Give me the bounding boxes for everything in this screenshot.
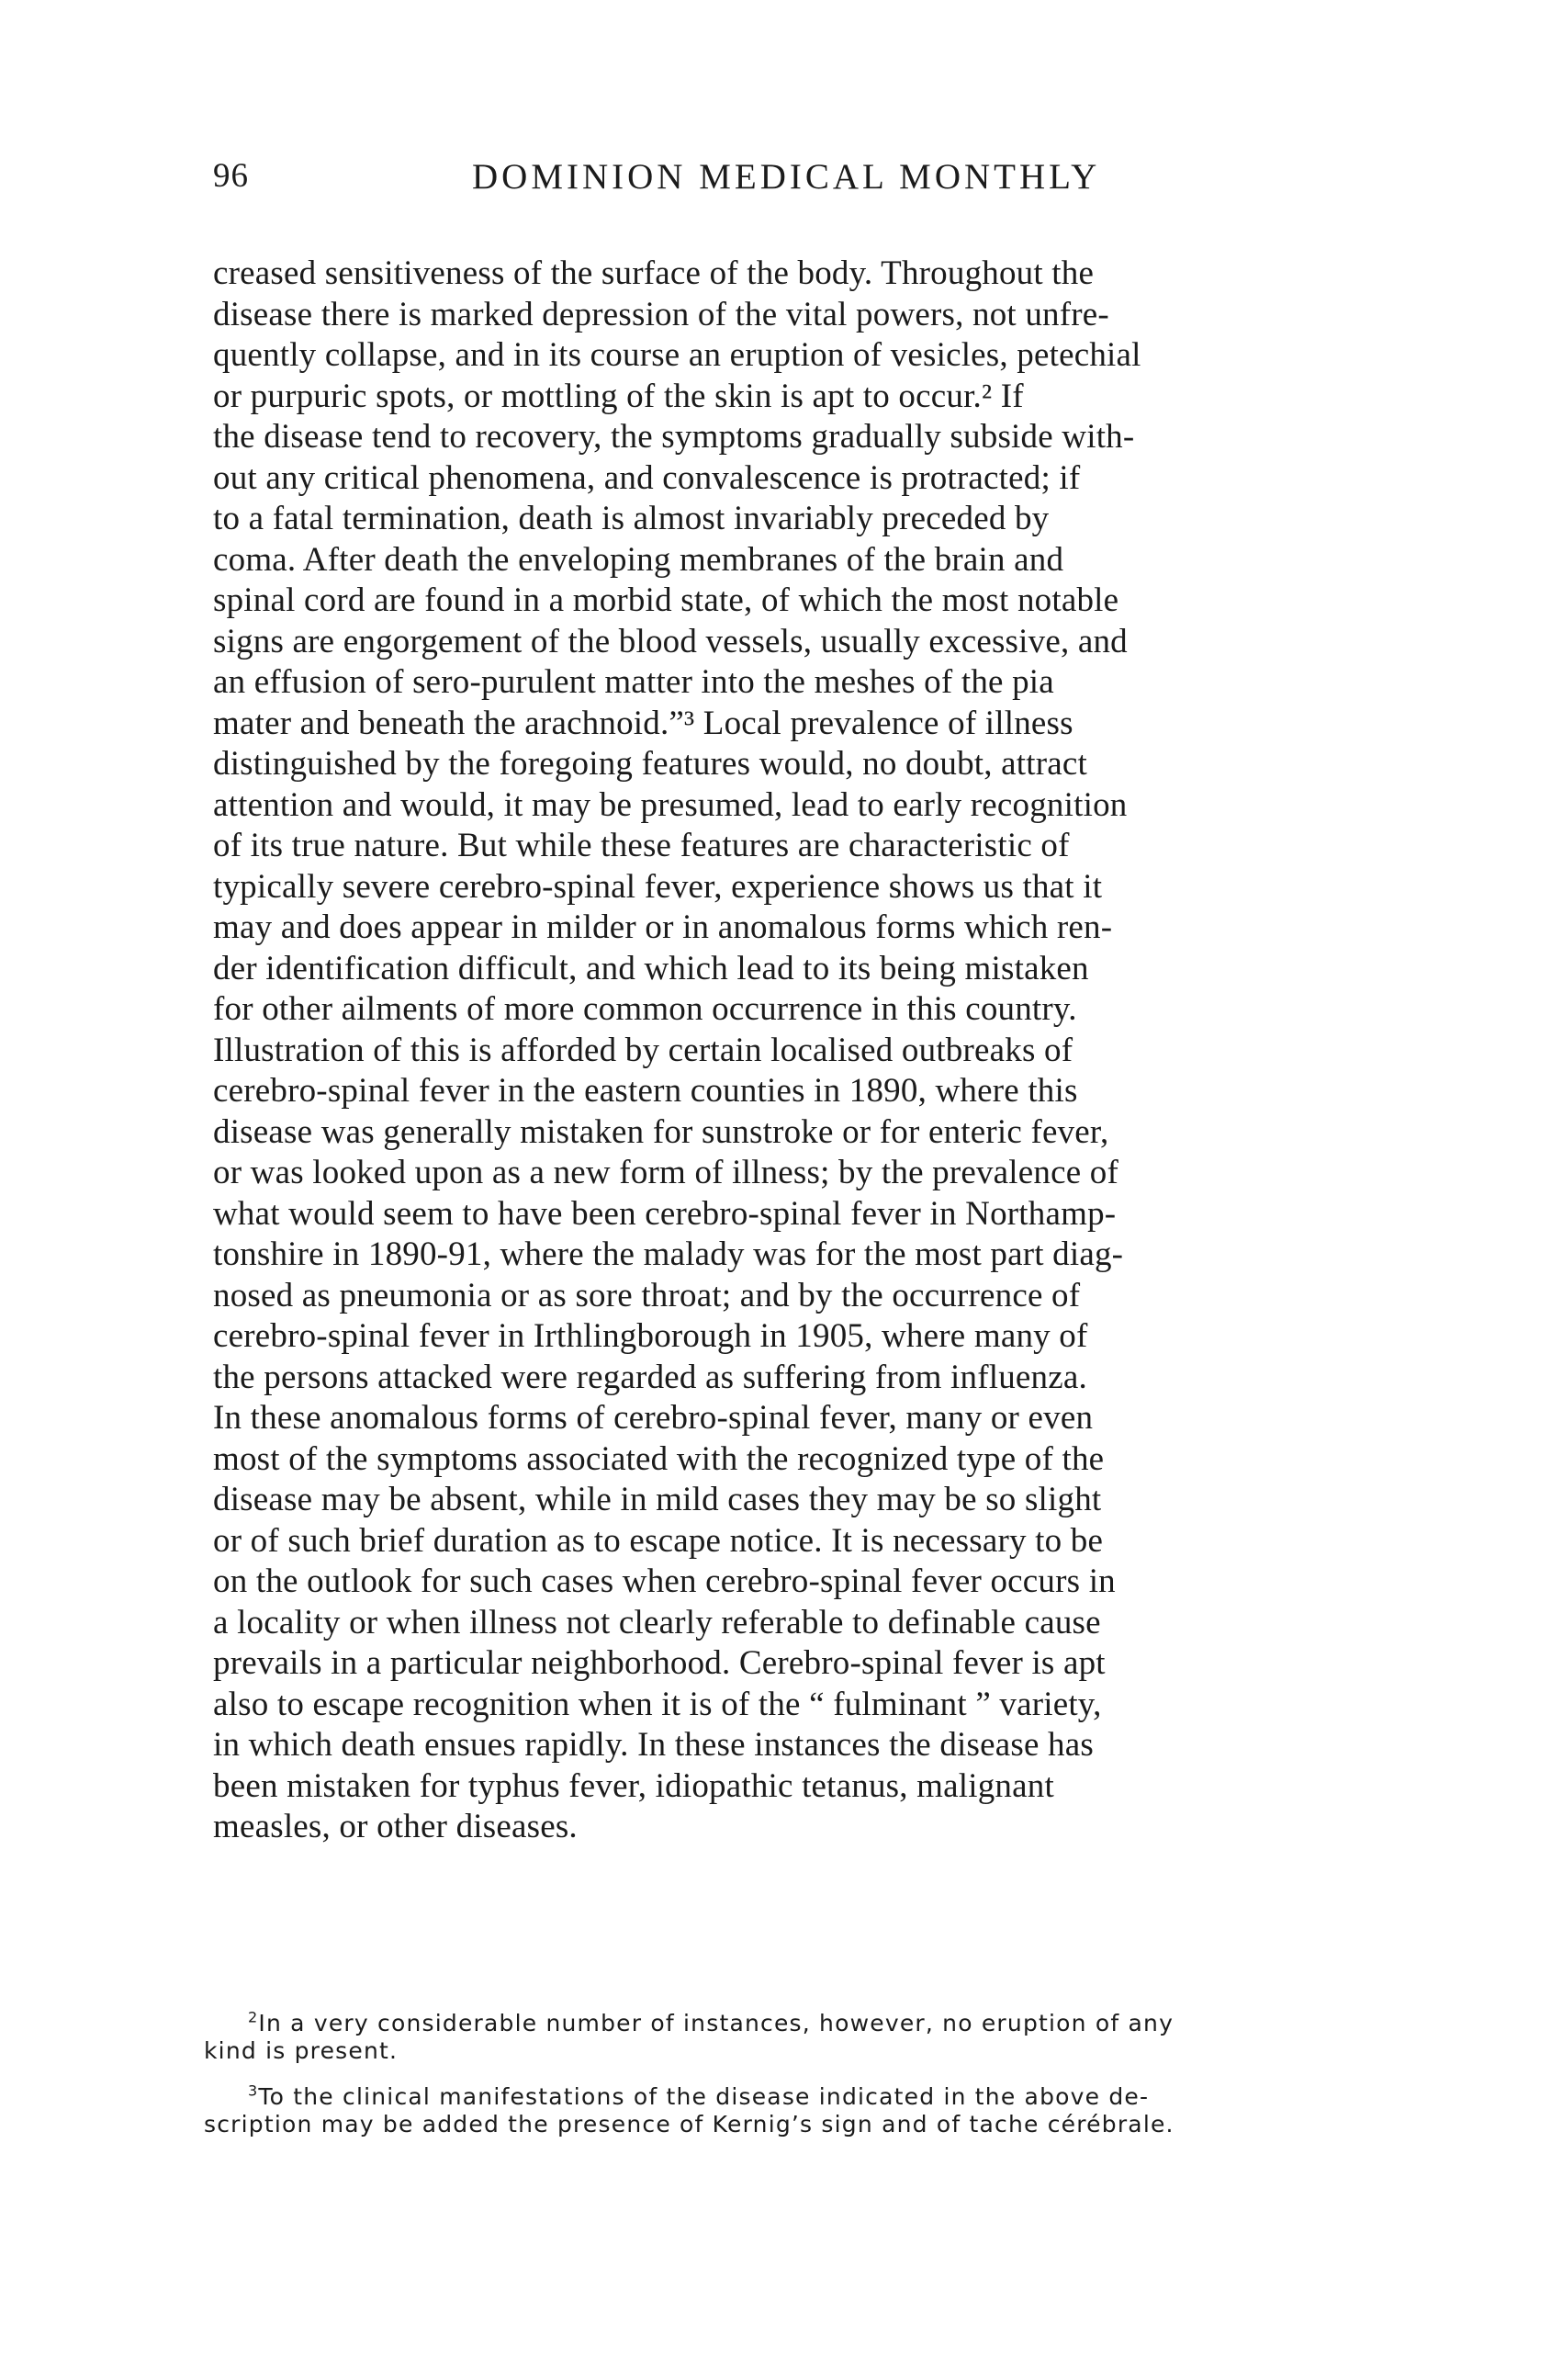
- footnote-line: scription may be added the presence of Kernig’s sign and of tache cérébrale.: [204, 2111, 1174, 2137]
- footnote: [204, 2010, 1416, 2065]
- footnote: [204, 2083, 1416, 2138]
- footnote-mark: 2: [248, 2008, 259, 2026]
- body-text-line: for other ailments of more common occurrence in this country.: [213, 990, 1077, 1028]
- body-text-line: been mistaken for typhus fever, idiopathic tetanus, malignant: [213, 1766, 1054, 1805]
- body-text-line: prevails in a particular neighborhood. Cerebro-spinal fever is apt: [213, 1644, 1106, 1682]
- page-header: [213, 156, 1223, 211]
- body-text-line: may and does appear in milder or in anomalous forms which ren-: [213, 908, 1113, 946]
- body-text-line: In these anomalous forms of cerebro-spinal fever, many or even: [213, 1399, 1094, 1437]
- body-text-line: measles, or other diseases.: [213, 1808, 578, 1845]
- body-text-line: mater and beneath the arachnoid.”³ Local prevalence of illness: [213, 704, 1073, 742]
- body-text-line: or was looked upon as a new form of illness; by the prevalence of: [213, 1154, 1119, 1191]
- running-title: DOMINION MEDICAL MONTHLY: [472, 157, 1101, 197]
- body-text-line: or purpuric spots, or mottling of the skin is apt to occur.² If: [213, 377, 1024, 415]
- body-text-line: in which death ensues rapidly. In these instances the disease has: [213, 1726, 1094, 1764]
- body-text-line: an effusion of sero-purulent matter into the meshes of the pia: [213, 663, 1054, 701]
- body-text-line: typically severe cerebro-spinal fever, experience shows us that it: [213, 867, 1103, 906]
- body-text-line: nosed as pneumonia or as sore throat; and by the occurrence of: [213, 1276, 1081, 1314]
- body-text-line: on the outlook for such cases when cerebro-spinal fever occurs in: [213, 1562, 1116, 1600]
- body-text-line: of its true nature. But while these features are characteristic of: [213, 827, 1070, 864]
- footnote-line: [204, 2010, 1416, 2037]
- body-text-line: creased sensitiveness of the surface of the body. Throughout the: [213, 254, 1095, 292]
- body-text-line: a locality or when illness not clearly referable to definable cause: [213, 1603, 1101, 1641]
- body-text-line: disease there is marked depression of the vital powers, not unfre-: [213, 295, 1109, 333]
- footnote-line: kind is present.: [204, 2037, 399, 2064]
- body-text-line: most of the symptoms associated with the recognized type of the: [213, 1439, 1105, 1478]
- body-text-line: Illustration of this is afforded by certain localised outbreaks of: [213, 1031, 1073, 1069]
- body-text-line: what would seem to have been cerebro-spinal fever in Northamp-: [213, 1194, 1117, 1233]
- body-text-line: attention and would, it may be presumed, lead to early recognition: [213, 785, 1128, 824]
- footnote-mark: 3: [248, 2081, 259, 2100]
- body-text-line: disease may be absent, while in mild cases they may be so slight: [213, 1481, 1102, 1518]
- footnote-text: In a very considerable number of instances, however, no eruption of any: [258, 2010, 1174, 2036]
- body-text-line: disease was generally mistaken for sunstroke or for enteric fever,: [213, 1112, 1109, 1151]
- body-text-line: to a fatal termination, death is almost invariably preceded by: [213, 500, 1050, 537]
- body-text-line: out any critical phenomena, and convalescence is protracted; if: [213, 458, 1081, 497]
- body-text-line: quently collapse, and in its course an eruption of vesicles, petechial: [213, 336, 1141, 374]
- footnote-text: To the clinical manifestations of the disease indicated in the above de-: [258, 2083, 1150, 2110]
- footnotes: [204, 2010, 1416, 2157]
- body-text: [213, 254, 1407, 1848]
- body-text-line: spinal cord are found in a morbid state, of which the most notable: [213, 581, 1119, 619]
- body-text-line: cerebro-spinal fever in the eastern counties in 1890, where this: [213, 1072, 1078, 1110]
- body-text-line: coma. After death the enveloping membranes of the brain and: [213, 540, 1064, 579]
- footnote-line: [204, 2083, 1416, 2111]
- body-text-line: also to escape recognition when it is of the “ fulminant ” variety,: [213, 1685, 1102, 1723]
- body-text-line: der identification difficult, and which lead to its being mistaken: [213, 949, 1089, 987]
- body-text-line: signs are engorgement of the blood vessels, usually excessive, and: [213, 622, 1128, 660]
- body-text-line: tonshire in 1890-91, where the malady was for the most part diag-: [213, 1235, 1124, 1273]
- body-text-line: the disease tend to recovery, the symptoms gradually subside with-: [213, 418, 1135, 456]
- body-text-line: cerebro-spinal fever in Irthlingborough in 1905, where many of: [213, 1317, 1088, 1355]
- body-text-line: the persons attacked were regarded as suffering from influenza.: [213, 1358, 1087, 1396]
- body-text-line: or of such brief duration as to escape notice. It is necessary to be: [213, 1521, 1104, 1560]
- page-number: 96: [213, 157, 249, 195]
- body-text-line: distinguished by the foregoing features would, no doubt, attract: [213, 745, 1087, 783]
